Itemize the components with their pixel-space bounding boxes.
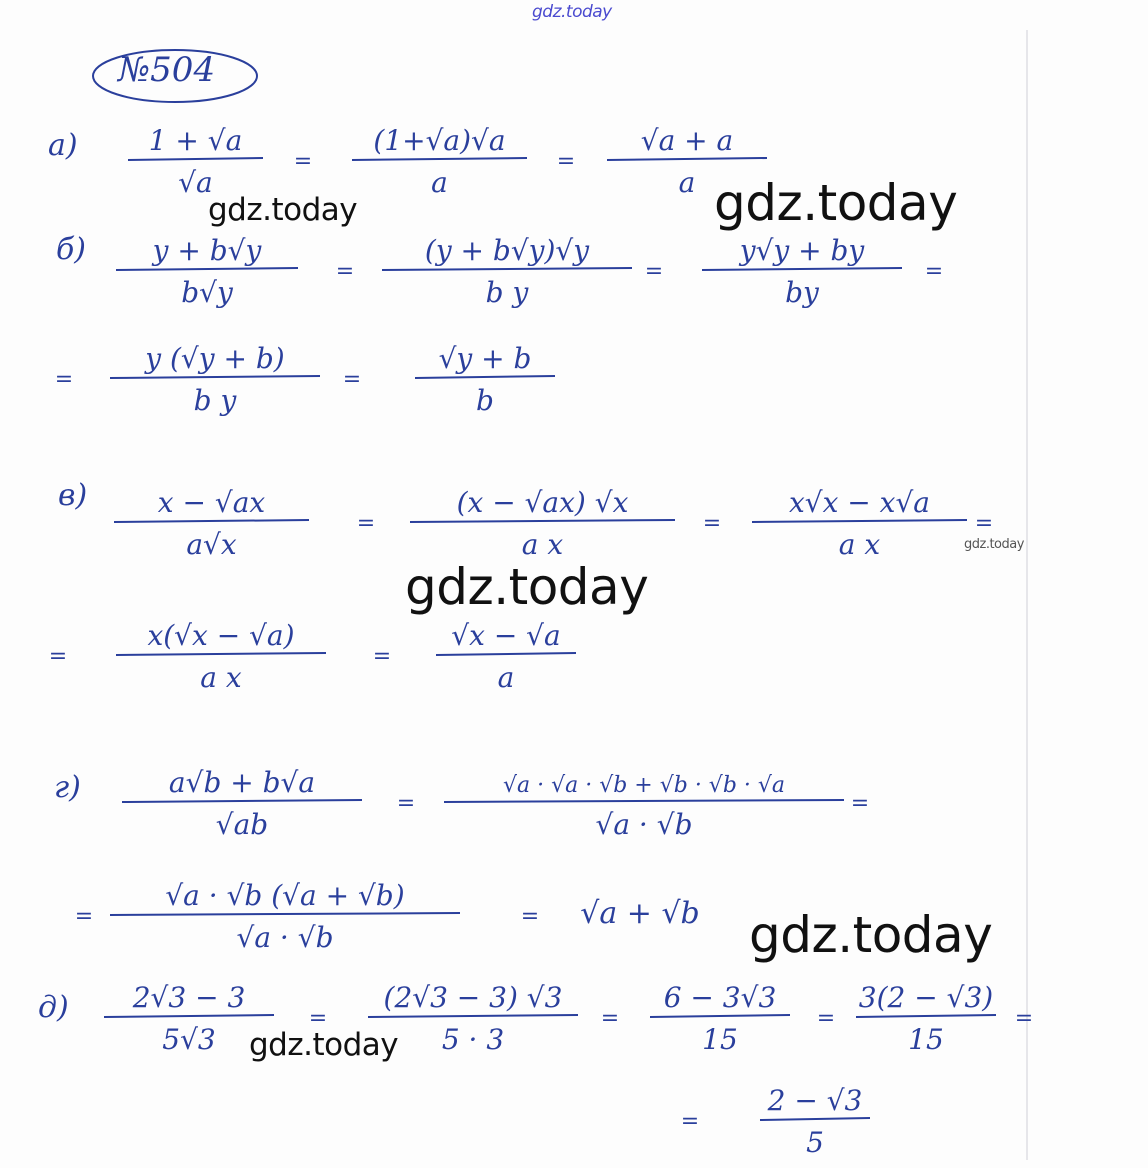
fraction-bar xyxy=(415,376,555,378)
fraction xyxy=(415,342,555,417)
part-label-g: г) xyxy=(54,770,81,805)
equals-sign: = xyxy=(702,511,722,536)
equals-sign: = xyxy=(342,367,362,392)
fraction-bar xyxy=(444,800,844,802)
part-label-b: б) xyxy=(56,232,87,267)
equation-row-b2 xyxy=(55,342,555,417)
equals-sign: = xyxy=(850,791,870,816)
fraction-bar xyxy=(702,268,902,270)
fraction xyxy=(128,124,263,199)
fraction xyxy=(382,234,632,309)
numerator: x(√x − √a) xyxy=(147,619,295,652)
denominator: a x xyxy=(200,661,242,694)
equals-sign: = xyxy=(335,259,355,284)
equation-row-g2 xyxy=(75,879,700,954)
fraction xyxy=(760,1084,870,1159)
fraction xyxy=(444,773,844,841)
fraction xyxy=(856,981,996,1056)
numerator: y (√y + b) xyxy=(145,342,285,375)
denominator: 5 · 3 xyxy=(441,1023,505,1056)
fraction-bar xyxy=(368,1015,578,1017)
fraction-bar xyxy=(352,158,527,160)
numerator: (y + b√y)√y xyxy=(424,234,590,267)
watermark: gdz.today xyxy=(208,192,358,228)
fraction xyxy=(410,486,675,561)
equation-row-d2 xyxy=(681,1084,870,1159)
denominator: √a xyxy=(178,166,213,199)
fraction-bar xyxy=(114,520,309,522)
fraction xyxy=(122,766,362,841)
denominator: b√y xyxy=(181,276,233,309)
numerator: 2√3 − 3 xyxy=(132,981,246,1014)
equals-sign: = xyxy=(680,1109,700,1134)
fraction xyxy=(110,342,320,417)
equals-sign: = xyxy=(600,1006,620,1031)
denominator: 15 xyxy=(702,1023,738,1056)
denominator: by xyxy=(785,276,819,309)
equals-sign: = xyxy=(396,791,416,816)
equals-sign: = xyxy=(48,644,68,669)
fraction xyxy=(650,981,790,1056)
numerator: x − √ax xyxy=(157,486,266,519)
fraction-bar xyxy=(110,376,320,378)
equals-sign: = xyxy=(54,367,74,392)
fraction xyxy=(116,234,298,309)
equation-row-g1 xyxy=(122,766,869,841)
equation-row-v2 xyxy=(49,619,576,694)
fraction xyxy=(436,619,576,694)
denominator: a xyxy=(431,166,448,199)
denominator: √ab xyxy=(215,808,269,841)
equation-row-d1 xyxy=(104,981,1033,1056)
numerator: √a · √b (√a + √b) xyxy=(165,879,405,912)
equals-sign: = xyxy=(372,644,392,669)
fraction-bar xyxy=(752,520,967,522)
numerator: 6 − 3√3 xyxy=(663,981,777,1014)
fraction-bar xyxy=(410,520,675,522)
watermark: gdz.today xyxy=(714,174,958,232)
fraction xyxy=(702,234,902,309)
fraction-bar xyxy=(382,268,632,270)
equation-row-v1 xyxy=(114,486,993,561)
fraction-bar xyxy=(128,158,263,160)
denominator: a x xyxy=(838,528,881,561)
numerator: 3(2 − √3) xyxy=(858,981,994,1014)
equals-sign: = xyxy=(356,511,376,536)
numerator: (2√3 − 3) √3 xyxy=(383,981,563,1014)
equals-sign: = xyxy=(644,259,664,284)
denominator: b y xyxy=(485,276,529,309)
problem-number: №504 xyxy=(118,50,216,90)
fraction xyxy=(352,124,527,199)
denominator: a x xyxy=(521,528,564,561)
numerator: a√b + b√a xyxy=(168,766,316,799)
fraction xyxy=(752,486,967,561)
equation-row-a1 xyxy=(128,124,767,199)
denominator: √a · √b xyxy=(236,921,334,954)
numerator: √a · √a · √b + √b · √b · √a xyxy=(502,773,786,798)
equals-sign: = xyxy=(1014,1006,1034,1031)
numerator: (x − √ax) √x xyxy=(456,486,629,519)
fraction-bar xyxy=(122,800,362,802)
numerator: √y + b xyxy=(438,342,532,375)
part-label-d: д) xyxy=(38,990,69,1025)
fraction xyxy=(110,879,460,954)
numerator: √a + a xyxy=(640,124,734,157)
fraction-bar xyxy=(650,1015,790,1017)
part-label-v: в) xyxy=(58,478,88,513)
numerator: 1 + √a xyxy=(148,124,243,157)
expression: √a + √b xyxy=(580,896,700,931)
equals-sign: = xyxy=(816,1006,836,1031)
equals-sign: = xyxy=(74,904,94,929)
fraction-bar xyxy=(116,268,298,270)
fraction xyxy=(368,981,578,1056)
numerator: y√y + by xyxy=(739,234,865,267)
denominator: b xyxy=(476,384,494,417)
fraction-bar xyxy=(856,1015,996,1017)
fraction-bar xyxy=(436,653,576,655)
watermark: gdz.today xyxy=(405,558,649,616)
watermark: gdz.today xyxy=(249,1027,399,1063)
equals-sign: = xyxy=(520,904,540,929)
equation-row-b1 xyxy=(116,234,943,309)
numerator: √x − √a xyxy=(451,619,561,652)
fraction-bar xyxy=(760,1118,870,1120)
numerator: x√x − x√a xyxy=(788,486,931,519)
watermark: gdz.today xyxy=(749,906,993,964)
fraction xyxy=(116,619,326,694)
denominator: b y xyxy=(193,384,237,417)
equals-sign: = xyxy=(308,1006,328,1031)
watermark-top: gdz.today xyxy=(532,2,612,22)
denominator: 5 xyxy=(806,1126,824,1159)
watermark: gdz.today xyxy=(964,537,1024,552)
fraction-bar xyxy=(110,913,460,915)
equals-sign: = xyxy=(974,511,994,536)
denominator: a xyxy=(678,166,696,199)
fraction-bar xyxy=(104,1015,274,1017)
numerator: (1+√a)√a xyxy=(373,124,506,157)
fraction xyxy=(114,486,309,561)
part-label-a: а) xyxy=(48,128,78,163)
numerator: y + b√y xyxy=(152,234,262,267)
fraction-bar xyxy=(116,653,326,655)
equals-sign: = xyxy=(556,149,576,174)
equals-sign: = xyxy=(924,259,944,284)
denominator: a xyxy=(497,661,515,694)
denominator: 5√3 xyxy=(162,1023,216,1056)
denominator: 15 xyxy=(908,1023,944,1056)
equals-sign: = xyxy=(293,149,313,174)
denominator: a√x xyxy=(186,528,237,561)
fraction-bar xyxy=(607,158,767,160)
numerator: 2 − √3 xyxy=(767,1084,863,1117)
denominator: √a · √b xyxy=(595,808,693,841)
